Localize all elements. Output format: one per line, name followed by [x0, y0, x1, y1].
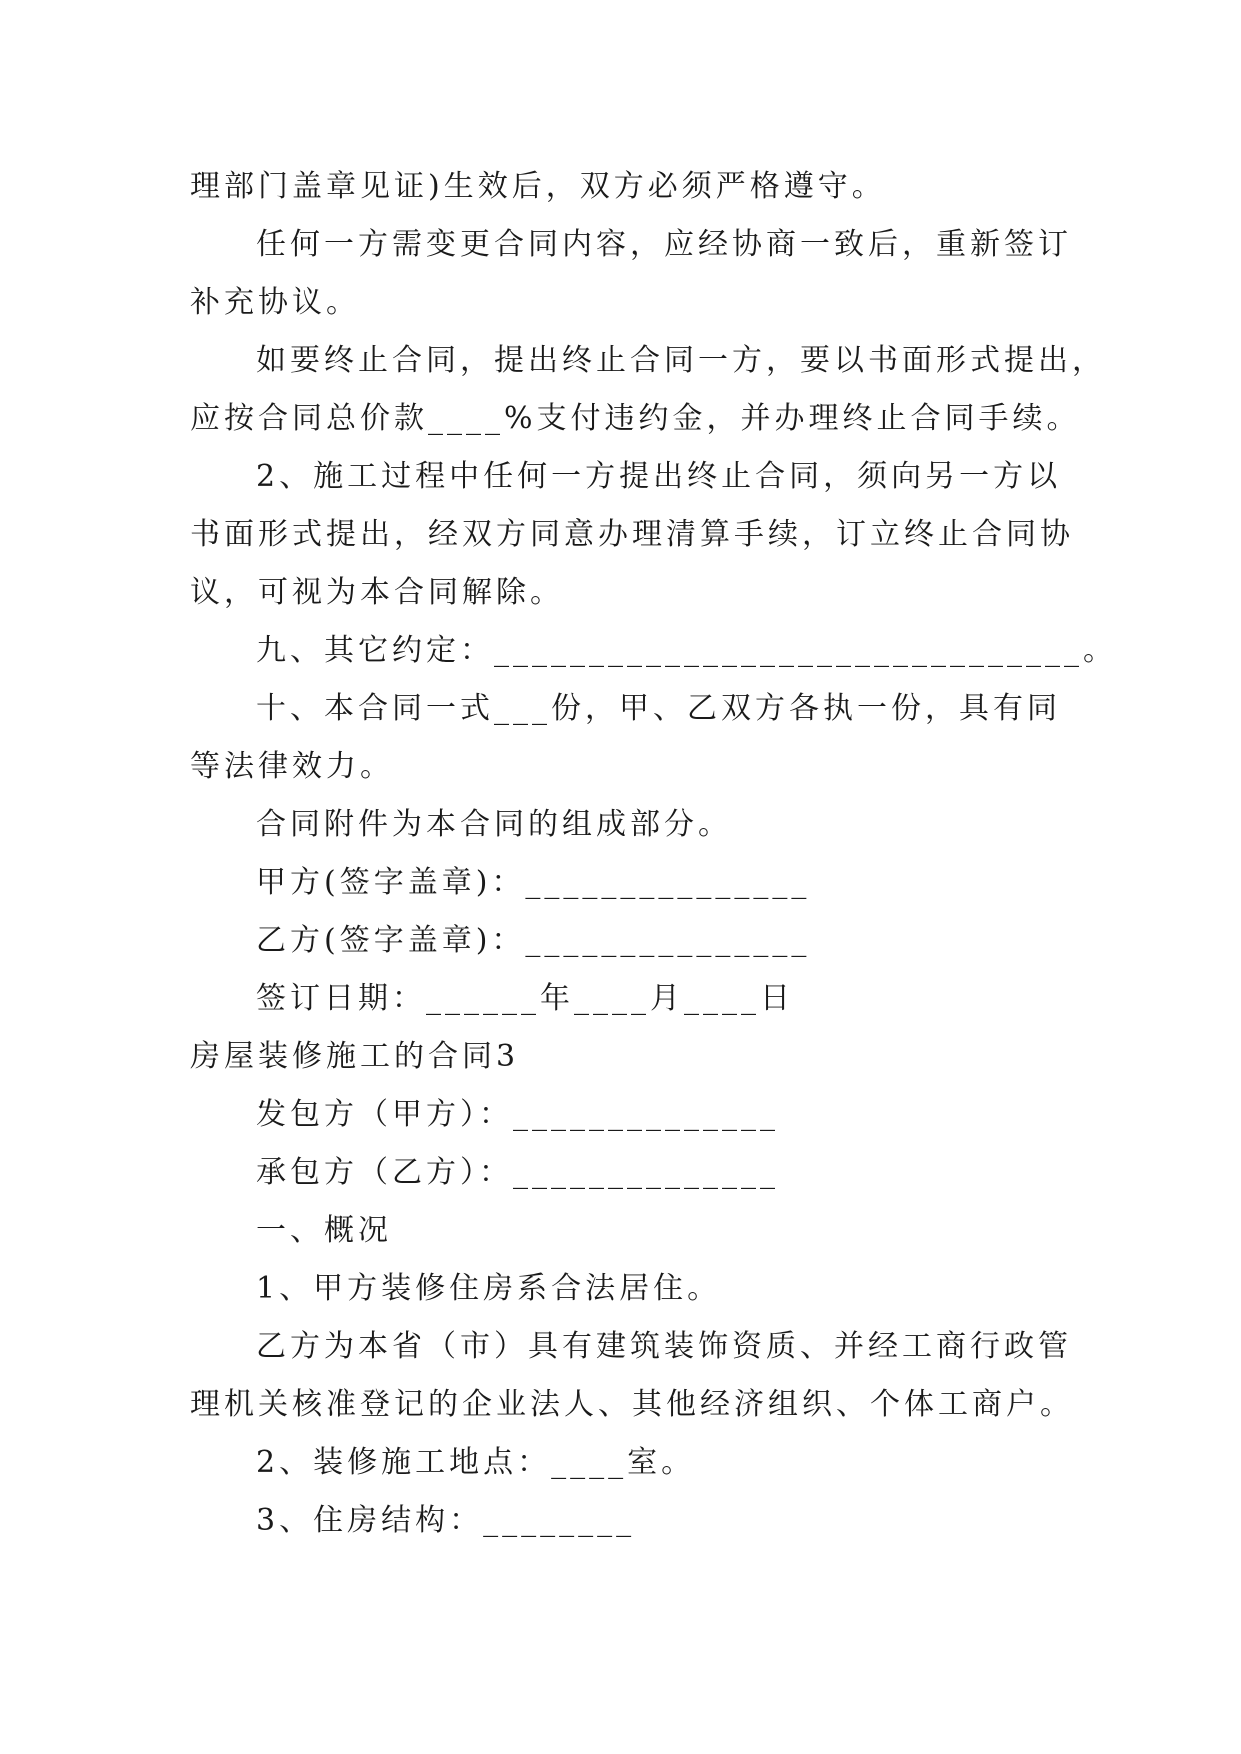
section-title: 房屋装修施工的合同3: [190, 1039, 520, 1074]
text-line: 等法律效力。: [190, 749, 394, 784]
text-line: 书面形式提出，经双方同意办理清算手续，订立终止合同协: [190, 517, 1074, 552]
text-line: 甲方(签字盖章)：_______________: [256, 865, 811, 900]
text-line: 合同附件为本合同的组成部分。: [256, 807, 732, 842]
text-line: 十、本合同一式___份，甲、乙双方各执一份，具有同: [256, 691, 1061, 726]
text-line: 3、住房结构：________: [256, 1503, 636, 1538]
text-line: 1、甲方装修住房系合法居住。: [256, 1271, 722, 1306]
text-line: 补充协议。: [190, 285, 360, 320]
text-line: 理机关核准登记的企业法人、其他经济组织、个体工商户。: [190, 1387, 1074, 1422]
text-line: 如要终止合同，提出终止合同一方，要以书面形式提出，: [256, 343, 1106, 378]
text-line: 乙方为本省（市）具有建筑装饰资质、并经工商行政管: [256, 1329, 1072, 1364]
text-line: 2、装修施工地点：____室。: [256, 1445, 696, 1480]
text-line: 签订日期：______年____月____日: [256, 981, 794, 1016]
text-line: 2、施工过程中任何一方提出终止合同，须向另一方以: [256, 459, 1062, 494]
text-line: 理部门盖章见证)生效后，双方必须严格遵守。: [190, 169, 886, 204]
text-line: 九、其它约定：_______________________________。: [256, 633, 1117, 668]
document-body: [190, 158, 1117, 1550]
text-line: 发包方（甲方）：______________: [256, 1097, 779, 1132]
text-line: 应按合同总价款____%支付违约金，并办理终止合同手续。: [190, 401, 1081, 436]
text-line: 乙方(签字盖章)：_______________: [256, 923, 811, 958]
text-line: 议，可视为本合同解除。: [190, 575, 564, 610]
text-line: 承包方（乙方）：______________: [256, 1155, 779, 1190]
text-line: 任何一方需变更合同内容，应经协商一致后，重新签订: [256, 227, 1072, 262]
text-line: 一、概况: [256, 1213, 392, 1248]
